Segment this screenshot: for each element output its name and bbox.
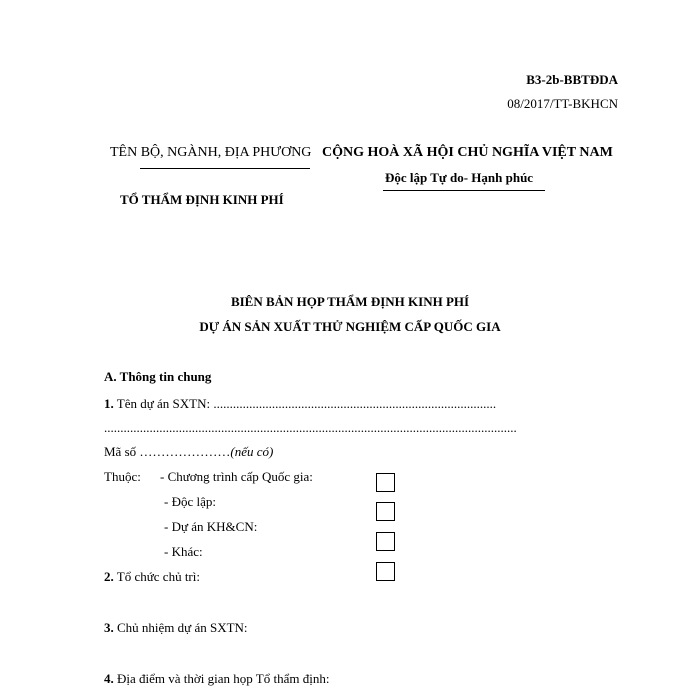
option-other: - Khác: xyxy=(164,544,203,559)
item-label: Tổ chức chủ trì: xyxy=(116,569,200,584)
item-number: 1. xyxy=(104,396,114,411)
national-motto: Độc lập Tự do- Hạnh phúc xyxy=(385,170,534,185)
committee-name: TỔ THẨM ĐỊNH KINH PHÍ xyxy=(120,192,284,207)
circular-number: 08/2017/TT-BKHCN xyxy=(507,96,618,111)
document-title-line2: DỰ ÁN SẢN XUẤT THỬ NGHIỆM CẤP QUỐC GIA xyxy=(199,319,501,334)
item-meeting-place-time xyxy=(104,671,329,687)
item-label: Chủ nhiệm dự án SXTN: xyxy=(117,620,248,635)
form-code: B3-2b-BBTĐDA xyxy=(526,72,618,87)
project-code-label: Mã số ………………… xyxy=(104,444,231,459)
item-number: 2. xyxy=(104,569,114,584)
project-code-note: (nếu có) xyxy=(230,444,274,459)
ministry-name: TÊN BỘ, NGÀNH, ĐỊA PHƯƠNG xyxy=(110,145,312,160)
project-code-row xyxy=(104,444,273,460)
item-host-organization xyxy=(104,569,200,585)
thuoc-label: Thuộc: xyxy=(104,469,141,484)
project-name-continuation: ............................................................................................................................... xyxy=(104,420,517,435)
republic-title: CỘNG HOÀ XÃ HỘI CHỦ NGHĨA VIỆT NAM xyxy=(322,145,613,160)
item-label: Tên dự án SXTN: ....................................................................................... xyxy=(116,396,497,411)
checkbox-other[interactable] xyxy=(376,562,395,581)
item-number: 4. xyxy=(104,671,114,686)
item-label: Địa điểm và thời gian họp Tổ thẩm định: xyxy=(117,671,330,686)
item-project-leader xyxy=(104,620,248,636)
item-number: 3. xyxy=(104,620,114,635)
checkbox-st-project[interactable] xyxy=(376,532,395,551)
item-project-name xyxy=(104,396,496,412)
checkbox-independent[interactable] xyxy=(376,502,395,521)
ministry-underline xyxy=(140,168,310,169)
motto-underline xyxy=(383,190,545,191)
option-independent: - Độc lập: xyxy=(164,494,216,509)
document-title-line1: BIÊN BẢN HỌP THẨM ĐỊNH KINH PHÍ xyxy=(230,294,470,309)
option-st-project: - Dự án KH&CN: xyxy=(164,519,258,534)
section-a-heading: A. Thông tin chung xyxy=(104,369,212,384)
checkbox-national-program[interactable] xyxy=(376,473,395,492)
option-national-program: - Chương trình cấp Quốc gia: xyxy=(160,469,313,484)
